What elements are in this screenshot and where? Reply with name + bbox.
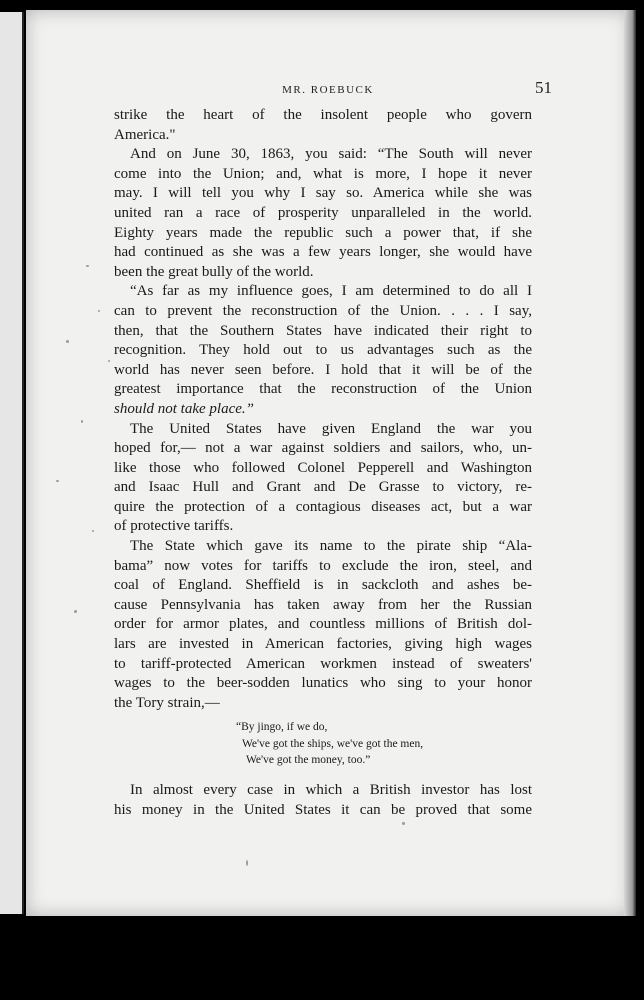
text-line: “As far as my influence goes, I am determined to do all I (130, 283, 532, 300)
facing-page-edge (0, 12, 24, 914)
verse-quote (114, 719, 532, 769)
text-line: bama” now votes for tariffs to exclude the iron, steel, and (114, 557, 532, 574)
text-line: quire the protection of a contagious diseases act, but a war (114, 498, 532, 515)
text-line: coal of England. Sheffield is in sackcloth and ashes be- (114, 577, 532, 594)
running-title: MR. ROEBUCK (282, 84, 374, 96)
text-line: may. I will tell you why I say so. America while she was (114, 185, 532, 202)
text-line: cause Pennsylvania has taken away from her the Russian (114, 596, 532, 613)
text-line: hoped for,— not a war against soldiers and sailors, who, un- (114, 440, 532, 457)
text-line: united ran a race of prosperity unparalleled in the world. (114, 204, 532, 221)
scan-speck (81, 420, 83, 423)
text-line: world has never seen before. I hold that it will be of the (114, 361, 532, 378)
text-line: In almost every case in which a British investor has lost (130, 781, 532, 798)
text-line: strike the heart of the insolent people who govern (114, 107, 532, 123)
text-line: the Tory strain,— (114, 694, 220, 711)
text-line: come into the Union; and, what is more, I hope it never (114, 165, 532, 182)
verse-line: We've got the ships, we've got the men, (242, 737, 424, 750)
text-line: America." (114, 126, 176, 143)
text-line: like those who followed Colonel Pepperell and Washington (114, 459, 532, 476)
book-page (26, 10, 630, 916)
verse-line: “By jingo, if we do, (236, 721, 328, 734)
text-line: of protective tariffs. (114, 518, 234, 535)
body-text (114, 106, 532, 820)
text-line: had continued as she was a few years longer, she would have (114, 244, 532, 261)
text-line: wages to the beer-sodden lunatics who sing to your honor (114, 675, 532, 692)
text-line: can to prevent the reconstruction of the Union. . . . I say, (114, 302, 532, 319)
scan-speck (108, 360, 110, 362)
scan-speck (92, 530, 94, 532)
scan-speck (98, 310, 100, 312)
scan-speck (66, 340, 69, 343)
scan-speck (56, 480, 59, 482)
running-head (26, 76, 630, 100)
text-line: to tariff-protected American workmen instead of sweaters' (114, 655, 532, 672)
text-line: should not take place.” (114, 400, 254, 417)
verse-line: We've got the money, too.” (246, 754, 371, 767)
text-line: and Isaac Hull and Grant and De Grasse to victory, re- (114, 479, 532, 496)
text-line: then, that the Southern States have indicated their right to (114, 322, 532, 339)
text-line: been the great bully of the world. (114, 263, 314, 280)
text-line: And on June 30, 1863, you said: “The South will never (130, 146, 532, 163)
text-line: lars are invested in American factories, giving high wages (114, 636, 532, 653)
scan-speck (402, 822, 405, 825)
scan-speck (246, 860, 248, 866)
scan-speck (86, 265, 89, 267)
text-line: recognition. They hold out to us advantages such as the (114, 342, 532, 359)
text-line: greatest importance that the reconstruction of the Union (114, 381, 532, 398)
page-right-edge (624, 10, 636, 916)
text-line: his money in the United States it can be proved that some (114, 801, 532, 818)
text-line: Eighty years made the republic such a power that, if she (114, 224, 532, 241)
scan-speck (74, 610, 77, 613)
text-line: order for armor plates, and countless millions of British dol- (114, 616, 532, 633)
text-line: The State which gave its name to the pirate ship “Ala- (130, 538, 532, 555)
scan-background (0, 916, 644, 1000)
page-number: 51 (535, 78, 552, 97)
text-line: The United States have given England the war you (130, 420, 532, 437)
